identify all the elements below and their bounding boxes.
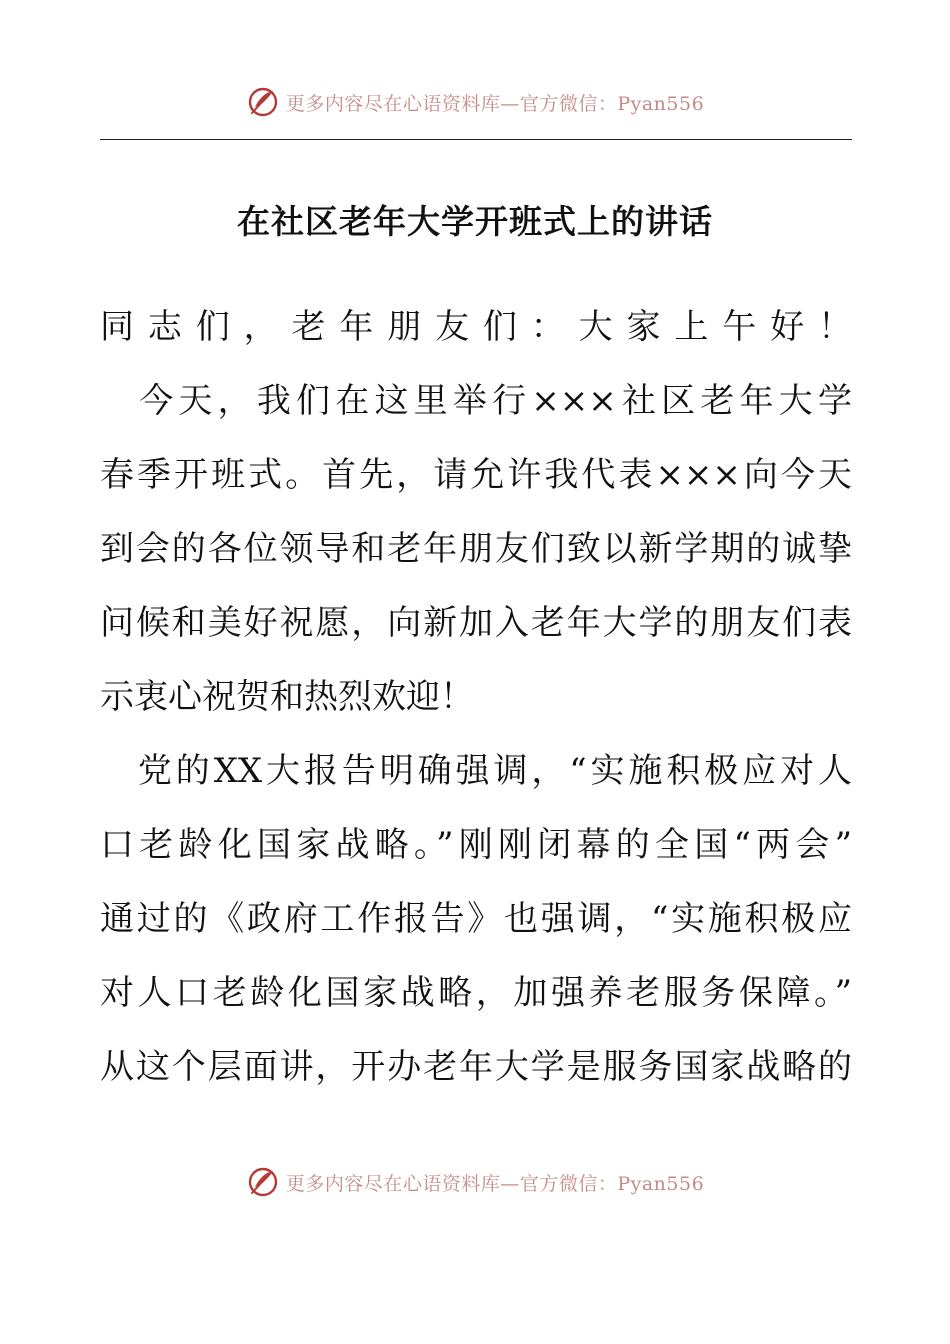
body-line: 同志们，老年朋友们：大家上午好！ bbox=[100, 307, 852, 347]
footer-watermark bbox=[0, 1162, 950, 1202]
body-line: 示衷心祝贺和热烈欢迎！ bbox=[100, 677, 474, 717]
body-line: 今天，我们在这里举行×××社区老年大学 bbox=[100, 381, 852, 421]
body-line: 问候和美好祝愿，向新加入老年大学的朋友们表 bbox=[100, 603, 852, 643]
body-line: 到会的各位领导和老年朋友们致以新学期的诚挚 bbox=[100, 529, 852, 569]
body-line: 通过的《政府工作报告》也强调，“实施积极应 bbox=[100, 899, 852, 939]
watermark-text: 更多内容尽在心语资料库—官方微信：Pyan556 bbox=[285, 1172, 705, 1195]
document-body bbox=[100, 290, 852, 1104]
document-title: 在社区老年大学开班式上的讲话 bbox=[237, 202, 713, 241]
watermark-text: 更多内容尽在心语资料库—官方微信：Pyan556 bbox=[285, 92, 705, 115]
header-divider bbox=[100, 139, 852, 140]
body-line: 党的XX大报告明确强调，“实施积极应对人 bbox=[100, 751, 852, 791]
body-line: 对人口老龄化国家战略，加强养老服务保障。” bbox=[100, 973, 852, 1013]
body-line: 从这个层面讲，开办老年大学是服务国家战略的 bbox=[100, 1047, 852, 1087]
header-watermark bbox=[0, 82, 950, 122]
body-line: 春季开班式。首先，请允许我代表×××向今天 bbox=[100, 455, 852, 495]
quill-logo-icon bbox=[246, 85, 280, 119]
quill-logo-icon bbox=[246, 1165, 280, 1199]
body-line: 口老龄化国家战略。”刚刚闭幕的全国“两会” bbox=[100, 825, 852, 865]
